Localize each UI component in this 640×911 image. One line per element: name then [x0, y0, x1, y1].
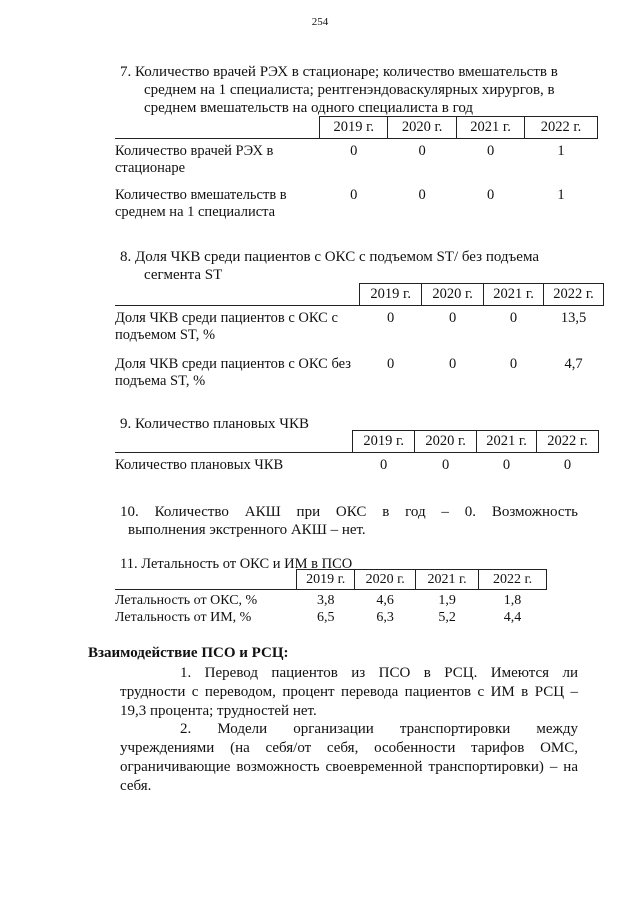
section-11-heading: 11. Летальность от ОКС и ИМ в ПСО: [120, 556, 353, 572]
section-9-table: [115, 430, 599, 479]
table-row: [115, 590, 547, 610]
table-row: [115, 352, 604, 394]
cell-value: 4,4: [503, 610, 522, 625]
table-corner: [115, 431, 353, 453]
year-header: 2020 г.: [422, 284, 484, 306]
cell-value: 5,2: [438, 610, 456, 625]
cell-value: 0: [418, 186, 426, 203]
interaction-title: Взаимодействие ПСО и РСЦ:: [88, 645, 289, 661]
cell-value: 0: [441, 457, 450, 473]
year-header: 2019 г.: [353, 431, 415, 453]
cell-value: 6,3: [376, 610, 394, 625]
heading-line: среднем на 1 специалиста; рентгенэндоваскулярных хирургов, в: [144, 82, 555, 98]
year-header: 2022 г.: [525, 117, 598, 139]
heading-line: сегмента ST: [144, 267, 223, 283]
year-header: 2020 г.: [388, 117, 457, 139]
cell-value: 3,8: [316, 593, 335, 608]
year-header: 2020 г.: [355, 570, 416, 590]
cell-value: 0: [387, 355, 395, 372]
section-8-table: [115, 283, 604, 394]
text-line: учреждениями (на себя/от себя, особенности тарифов ОМС,: [120, 740, 578, 756]
cell-value: 1: [557, 186, 565, 203]
heading-line: среднем вмешательств на одного специалиста в год: [144, 100, 474, 116]
table-corner: [115, 570, 297, 590]
cell-value: 0: [563, 457, 572, 473]
cell-value: 1,8: [503, 593, 522, 608]
row-label: Количество плановых ЧКВ: [115, 457, 284, 473]
row-label: Доля ЧКВ среди пациентов с ОКС без подъема ST, %: [115, 355, 352, 389]
year-header: 2022 г.: [544, 284, 604, 306]
table-corner: [115, 117, 320, 139]
text-line: себя.: [120, 778, 152, 794]
text-line: ограничивающие возможность своевременной транспортировки) – на: [120, 759, 578, 775]
cell-value: 13,5: [560, 310, 587, 326]
year-header: 2022 г.: [537, 431, 599, 453]
cell-value: 0: [509, 310, 518, 326]
cell-value: 0: [380, 457, 388, 473]
cell-value: 0: [486, 186, 495, 203]
table-corner: [115, 284, 360, 306]
cell-value: 0: [350, 143, 358, 159]
row-label: Летальность от ОКС, %: [115, 593, 258, 608]
year-header: 2021 г.: [477, 431, 537, 453]
section-11-table: [115, 569, 547, 627]
text-line: 10. Количество АКШ при ОКС в год – 0. Возможность: [120, 504, 578, 520]
year-header: 2021 г.: [416, 570, 479, 590]
year-header: 2019 г.: [320, 117, 388, 139]
cell-value: 4,6: [376, 593, 394, 608]
row-label: Доля ЧКВ среди пациентов с ОКС с подъемом ST, %: [115, 310, 338, 343]
table-row: [115, 139, 598, 183]
cell-value: 1,9: [438, 593, 456, 608]
table-row: [115, 609, 547, 627]
row-label: Количество врачей РЭХ в стационаре: [115, 143, 274, 176]
year-header: 2021 г.: [457, 117, 525, 139]
cell-value: 0: [448, 310, 457, 326]
cell-value: 4,7: [564, 355, 583, 372]
interaction-paragraph-1: [120, 664, 578, 721]
year-header: 2020 г.: [415, 431, 477, 453]
section-7-table: [115, 116, 598, 225]
section-9-heading: 9. Количество плановых ЧКВ: [120, 416, 309, 432]
text-line: 2. Модели организации транспортировки между: [180, 721, 578, 737]
cell-value: 0: [448, 355, 457, 372]
cell-value: 0: [418, 143, 426, 159]
cell-value: 6,5: [316, 610, 335, 625]
cell-value: 1: [557, 143, 565, 159]
text-line: трудности с переводом, процент перевода пациентов с ИМ в РСЦ –: [120, 684, 578, 700]
year-header: 2019 г.: [297, 570, 355, 590]
year-header: 2022 г.: [479, 570, 547, 590]
row-label: Количество вмешательств в среднем на 1 специалиста: [115, 186, 287, 220]
text-line: 1. Перевод пациентов из ПСО в РСЦ. Имеются ли: [180, 665, 578, 681]
heading-line: 7. Количество врачей РЭХ в стационаре; количество вмешательств в: [120, 64, 558, 80]
text-line: выполнения экстренного АКШ – нет.: [128, 522, 366, 538]
cell-value: 0: [486, 143, 495, 159]
table-row: [115, 453, 599, 479]
row-label: Летальность от ИМ, %: [115, 610, 252, 625]
section-10-text: [120, 503, 578, 539]
cell-value: 0: [387, 310, 395, 326]
heading-line: 8. Доля ЧКВ среди пациентов с ОКС с подъемом ST/ без подъема: [120, 249, 540, 265]
table-row: [115, 183, 598, 225]
page-number: 254: [311, 16, 329, 28]
year-header: 2021 г.: [484, 284, 544, 306]
table-row: [115, 306, 604, 352]
section-8-heading: [120, 248, 578, 284]
cell-value: 0: [502, 457, 511, 473]
cell-value: 0: [350, 186, 358, 203]
text-line: 19,3 процента; трудностей нет.: [120, 703, 317, 719]
cell-value: 0: [509, 355, 518, 372]
interaction-paragraph-2: [120, 720, 578, 796]
year-header: 2019 г.: [360, 284, 422, 306]
section-7-heading: [120, 63, 578, 117]
